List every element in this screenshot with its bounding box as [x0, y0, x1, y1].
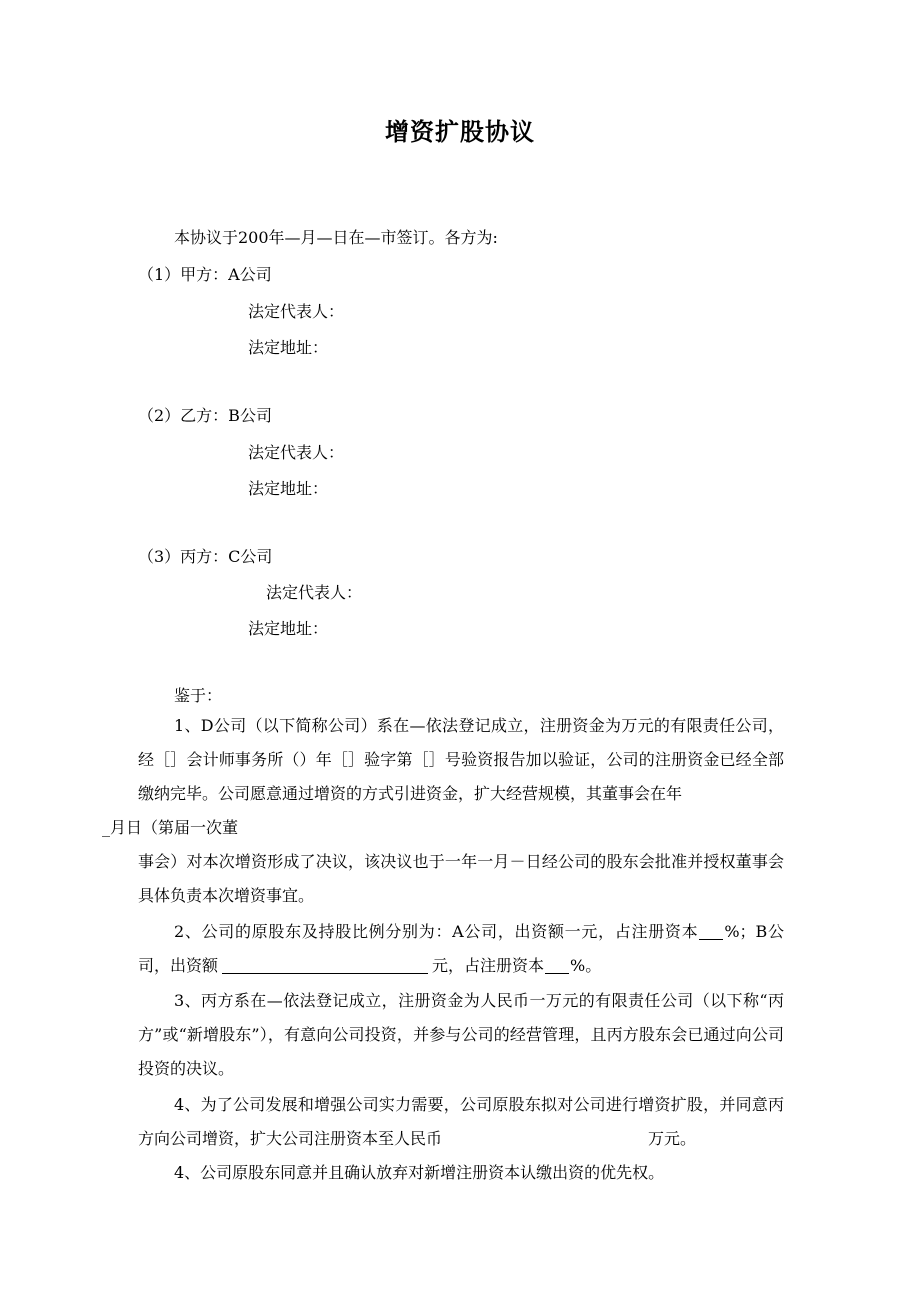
clause-2-text-b: %；B公司，出资额 [138, 922, 784, 975]
party-a-header: （1）甲方：A公司 [138, 265, 272, 284]
clause-4-text-b: 万元。 [648, 1129, 697, 1148]
clause-1-part2: _月日（第届一次董 [102, 818, 239, 837]
party-a-rep: 法定代表人： [248, 302, 345, 321]
clause-4 [138, 1088, 784, 1156]
party-b-header: （2）乙方：B公司 [138, 406, 272, 425]
clause-1-part1: 1、D公司（以下简称公司）系在—依法登记成立，注册资金为万元的有限责任公司，经［］会计师事务所（）年［］验字第［］号验资报告加以验证，公司的注册资金已经全部缴纳完毕。公司愿意通过增资的方式引进资金，扩大经营规模，其董事会在年 [138, 716, 784, 803]
whereas-label: 鉴于： [174, 686, 223, 705]
intro-line: 本协议于200年—月—日在—市签订。各方为: [174, 228, 498, 247]
party-b-rep: 法定代表人： [248, 443, 345, 462]
clause-1 [102, 709, 784, 845]
party-c-addr: 法定地址： [248, 619, 329, 638]
party-a-addr: 法定地址： [248, 338, 329, 357]
clause-3: 3、丙方系在—依法登记成立，注册资金为人民币一万元的有限责任公司（以下称“丙方”或“新增股东”），有意向公司投资，并参与公司的经营管理，且丙方股东会已通过向公司投资的决议。 [138, 991, 784, 1078]
clause-2-text-a: 2、公司的原股东及持股比例分别为：A公司，出资额一元，占注册资本 [174, 922, 699, 941]
clause-1-continued: 事会）对本次增资形成了决议，该决议也于一年一月－日经公司的股东会批准并授权董事会具体负责本次增资事宜。 [138, 852, 784, 905]
clause-4-text-a: 4、为了公司发展和增强公司实力需要，公司原股东拟对公司进行增资扩股，并同意丙方向公司增资，扩大公司注册资本至人民币 [138, 1095, 784, 1148]
clause-2-blank-3 [545, 957, 569, 974]
document-title: 增资扩股协议 [385, 118, 535, 146]
clause-2-text-d: %。 [570, 956, 602, 975]
clause-5: 4、公司原股东同意并且确认放弃对新增注册资本认缴出资的优先权。 [174, 1163, 665, 1182]
clause-2 [138, 915, 784, 983]
clause-2-blank-1 [699, 923, 723, 940]
party-b-addr: 法定地址： [248, 479, 329, 498]
party-c-header: （3）丙方：C公司 [138, 547, 273, 566]
clause-2-text-c: 元，占注册资本 [432, 956, 545, 975]
clause-2-blank-2 [222, 957, 428, 974]
party-c-rep: 法定代表人： [266, 583, 363, 602]
